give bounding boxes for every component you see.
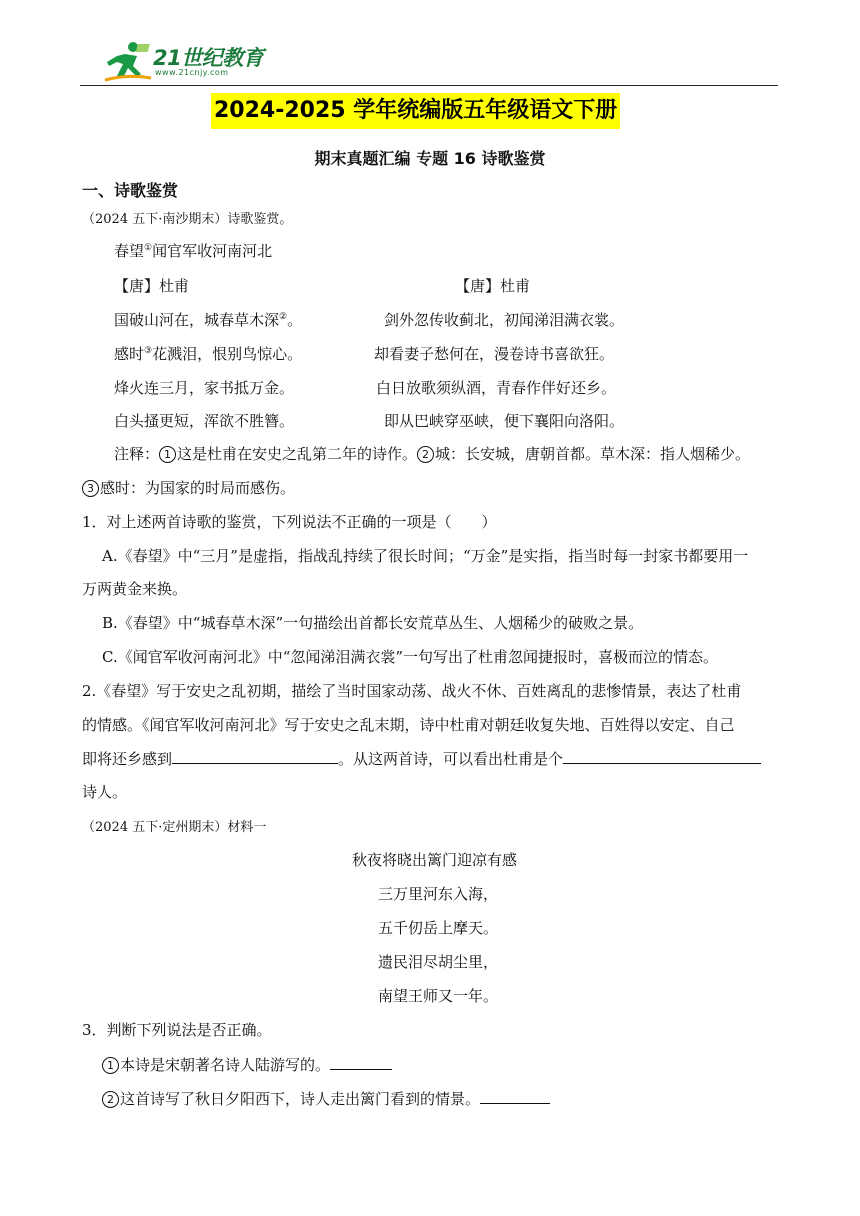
logo-text: 21世纪教育 <box>153 46 264 70</box>
main-title: 2024-2025 学年统编版五年级语文下册 <box>211 93 620 129</box>
note-1-marker: 1 <box>159 446 176 463</box>
poem2-line-1: 三万里河东入海， <box>378 885 499 903</box>
poem-right-title: 闻官军收河南河北 <box>152 242 273 260</box>
question-1-option-b: B.《春望》中“城春草木深”一句描绘出首都长安荒草丛生、人烟稀少的破败之景。 <box>102 614 644 632</box>
poem-right-line-4: 即从巴峡穿巫峡，便下襄阳向洛阳。 <box>384 412 625 430</box>
poem-left-line-2-rest: 花溅泪，恨别鸟惊心。 <box>152 345 303 363</box>
poem-left-author: 【唐】杜甫 <box>114 277 190 295</box>
question-2-line-2: 的情感。《闻官军收河南河北》写于安史之乱末期，诗中杜甫对朝廷收复失地、百姓得以安定、自己 <box>82 716 735 734</box>
note-3-marker: 3 <box>82 480 99 497</box>
poem-right-author: 【唐】杜甫 <box>455 277 531 295</box>
poem-left-line-2-text: 感时 <box>114 345 145 363</box>
poem-left-line-4: 白头搔更短，浑欲不胜簪。 <box>114 412 295 430</box>
question-1-stem: 1．对上述两首诗歌的鉴赏，下列说法不正确的一项是（ ） <box>82 513 497 531</box>
q3-item-2-marker: 2 <box>102 1091 119 1108</box>
question-1-option-c: C.《闻官军收河南河北》中“忽闻涕泪满衣裳”一句写出了杜甫忽闻捷报时，喜极而泣的情态。 <box>102 648 719 666</box>
logo-url: www.21cnjy.com <box>155 68 229 77</box>
q3-item-1-text: 本诗是宋朝著名诗人陆游写的。 <box>120 1055 331 1074</box>
question-1-option-a-cont: 万两黄金来换。 <box>82 580 188 598</box>
note-2-text: 城：长安城，唐朝首都。草木深：指人烟稀少。 <box>435 445 751 463</box>
note-1-text: 这是杜甫在安史之乱第二年的诗作。 <box>177 445 418 463</box>
question-2-line-3-b: 。从这两首诗，可以看出杜甫是个 <box>338 749 564 768</box>
question-2-line-4: 诗人。 <box>82 783 128 801</box>
notes-line-2 <box>82 477 295 498</box>
poem-titles <box>114 240 272 261</box>
poem-left-line-2 <box>114 343 302 364</box>
poem-right-line-2: 却看妻子愁何在，漫卷诗书喜欲狂。 <box>374 345 615 363</box>
poem2-line-2: 五千仞岳上摩天。 <box>378 919 499 937</box>
poem-left-line-1 <box>114 309 302 330</box>
source-note-2: （2024 五下·定州期末）材料一 <box>82 820 267 835</box>
answer-blank-4[interactable] <box>480 1087 550 1104</box>
source-note-1: （2024 五下·南沙期末）诗歌鉴赏。 <box>82 212 293 227</box>
poem-left-line-2-note: ③ <box>144 346 153 356</box>
question-2-line-1: 2.《春望》写于安史之乱初期，描绘了当时国家动荡、战火不休、百姓离乱的悲惨情景，表达了杜甫 <box>82 682 742 700</box>
section-heading: 一、诗歌鉴赏 <box>82 181 179 200</box>
logo <box>103 40 273 84</box>
poem2-line-3: 遗民泪尽胡尘里， <box>378 953 499 971</box>
question-3-item-2 <box>102 1087 550 1109</box>
runner-icon <box>103 40 153 84</box>
note-2-marker: 2 <box>417 446 434 463</box>
poem-left-title: 春望 <box>114 242 145 260</box>
poem-left-title-note: ① <box>144 243 153 253</box>
q3-item-2-text: 这首诗写了秋日夕阳西下，诗人走出篱门看到的情景。 <box>120 1089 481 1108</box>
poem2-title: 秋夜将晓出篱门迎凉有感 <box>352 851 518 869</box>
poem-left-line-1-note: ② <box>279 312 288 322</box>
question-1-option-a: A.《春望》中“三月”是虚指，指战乱持续了很长时间；“万金”是实指，指当时每一封家书都要用一 <box>102 547 749 565</box>
question-2-line-3-a: 即将还乡感到 <box>82 749 173 768</box>
question-3-item-1 <box>102 1053 392 1075</box>
notes-line-1 <box>114 443 750 464</box>
answer-blank-3[interactable] <box>330 1053 392 1070</box>
q3-item-1-marker: 1 <box>102 1057 119 1074</box>
poem-right-line-1: 剑外忽传收蓟北，初闻涕泪满衣裳。 <box>384 311 625 329</box>
poem2-line-4: 南望王师又一年。 <box>378 987 499 1005</box>
sub-title: 期末真题汇编 专题 16 诗歌鉴赏 <box>314 149 546 168</box>
poem-left-line-1-text: 国破山河在，城春草木深 <box>114 311 280 329</box>
answer-blank-1[interactable] <box>172 747 338 764</box>
notes-prefix: 注释： <box>114 445 160 463</box>
answer-blank-2[interactable] <box>563 747 761 764</box>
poem-left-line-1-end: 。 <box>287 311 303 329</box>
poem-left-line-3: 烽火连三月，家书抵万金。 <box>114 379 295 397</box>
header-divider <box>80 85 778 86</box>
question-2-line-3 <box>82 747 761 769</box>
question-3-stem: 3．判断下列说法是否正确。 <box>82 1021 272 1039</box>
note-3-text: 感时：为国家的时局而感伤。 <box>100 479 296 497</box>
poem-right-line-3: 白日放歌须纵酒，青春作伴好还乡。 <box>376 379 617 397</box>
